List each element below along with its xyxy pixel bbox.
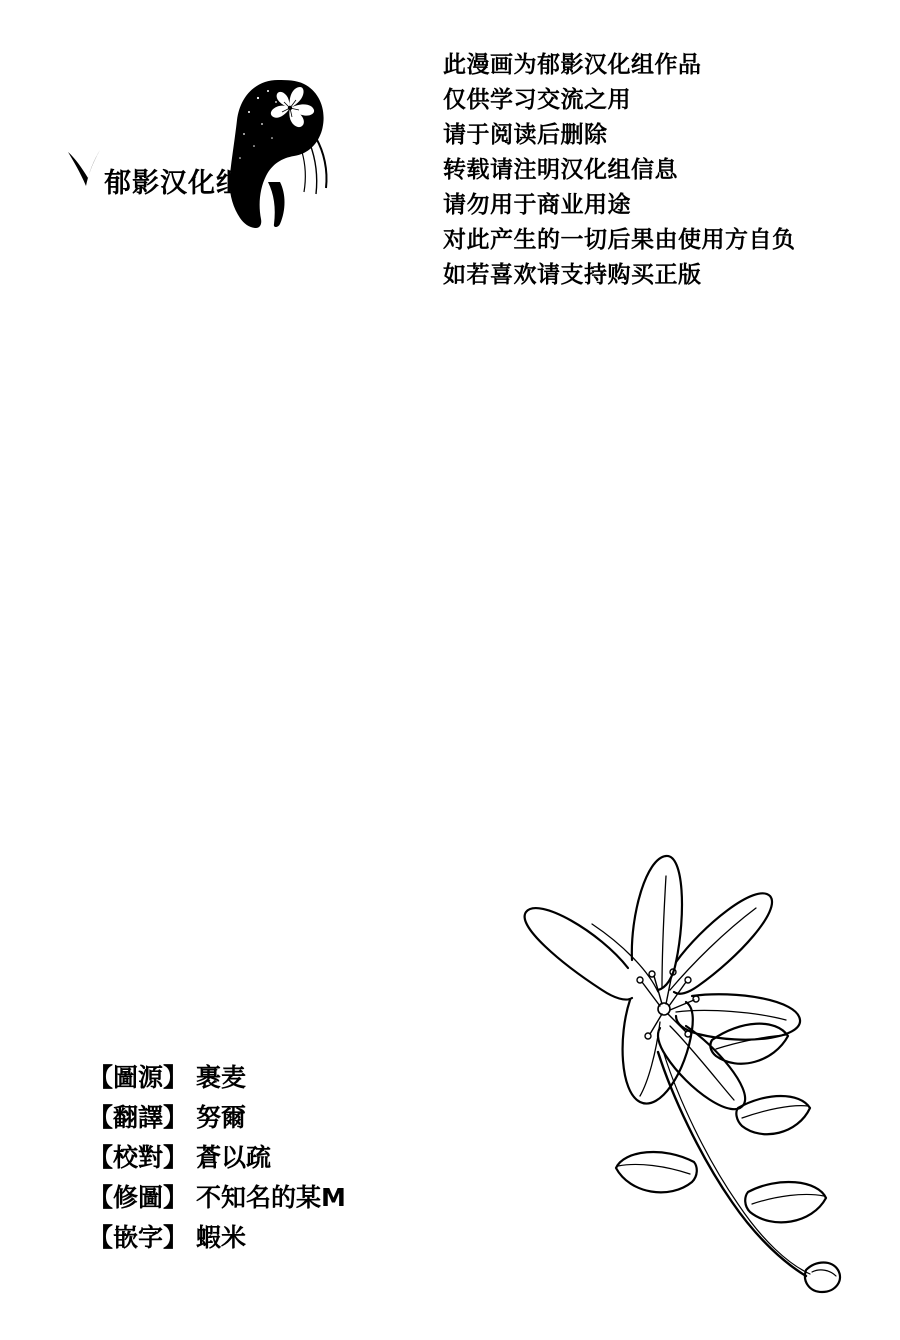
credit-row [88,1098,418,1138]
credit-role: 【圖源】 [88,1063,189,1092]
credit-row [88,1138,418,1178]
credit-name: 不知名的某M [196,1183,346,1212]
credit-row [88,1218,418,1258]
notice-line: 请于阅读后删除 [443,122,608,148]
credit-role: 【修圖】 [88,1183,189,1212]
notice-line: 对此产生的一切后果由使用方自负 [443,227,796,253]
credit-row [88,1178,418,1218]
notice-line: 仅供学习交流之用 [443,87,631,113]
notice-line: 转载请注明汉化组信息 [443,157,678,183]
credit-name: 努爾 [196,1103,247,1132]
disclaimer-notice [443,48,883,293]
staff-credits [88,1058,418,1258]
group-wordmark: 郁影汉化组 [104,168,244,199]
notice-line: 请勿用于商业用途 [443,192,631,218]
credit-row [88,1058,418,1098]
credit-role: 【嵌字】 [88,1223,189,1252]
credit-name: 蝦米 [196,1223,247,1252]
group-logo [56,78,356,228]
line-art-bellflower-icon [480,840,900,1300]
notice-line: 如若喜欢请支持购买正版 [443,262,702,288]
notice-line: 此漫画为郁影汉化组作品 [443,52,702,78]
credit-role: 【翻譯】 [88,1103,189,1132]
credit-name: 蒼以疏 [196,1143,272,1172]
woman-silhouette-with-flower-icon [216,78,346,228]
credit-role: 【校對】 [88,1143,189,1172]
credit-name: 裹麦 [196,1063,247,1092]
